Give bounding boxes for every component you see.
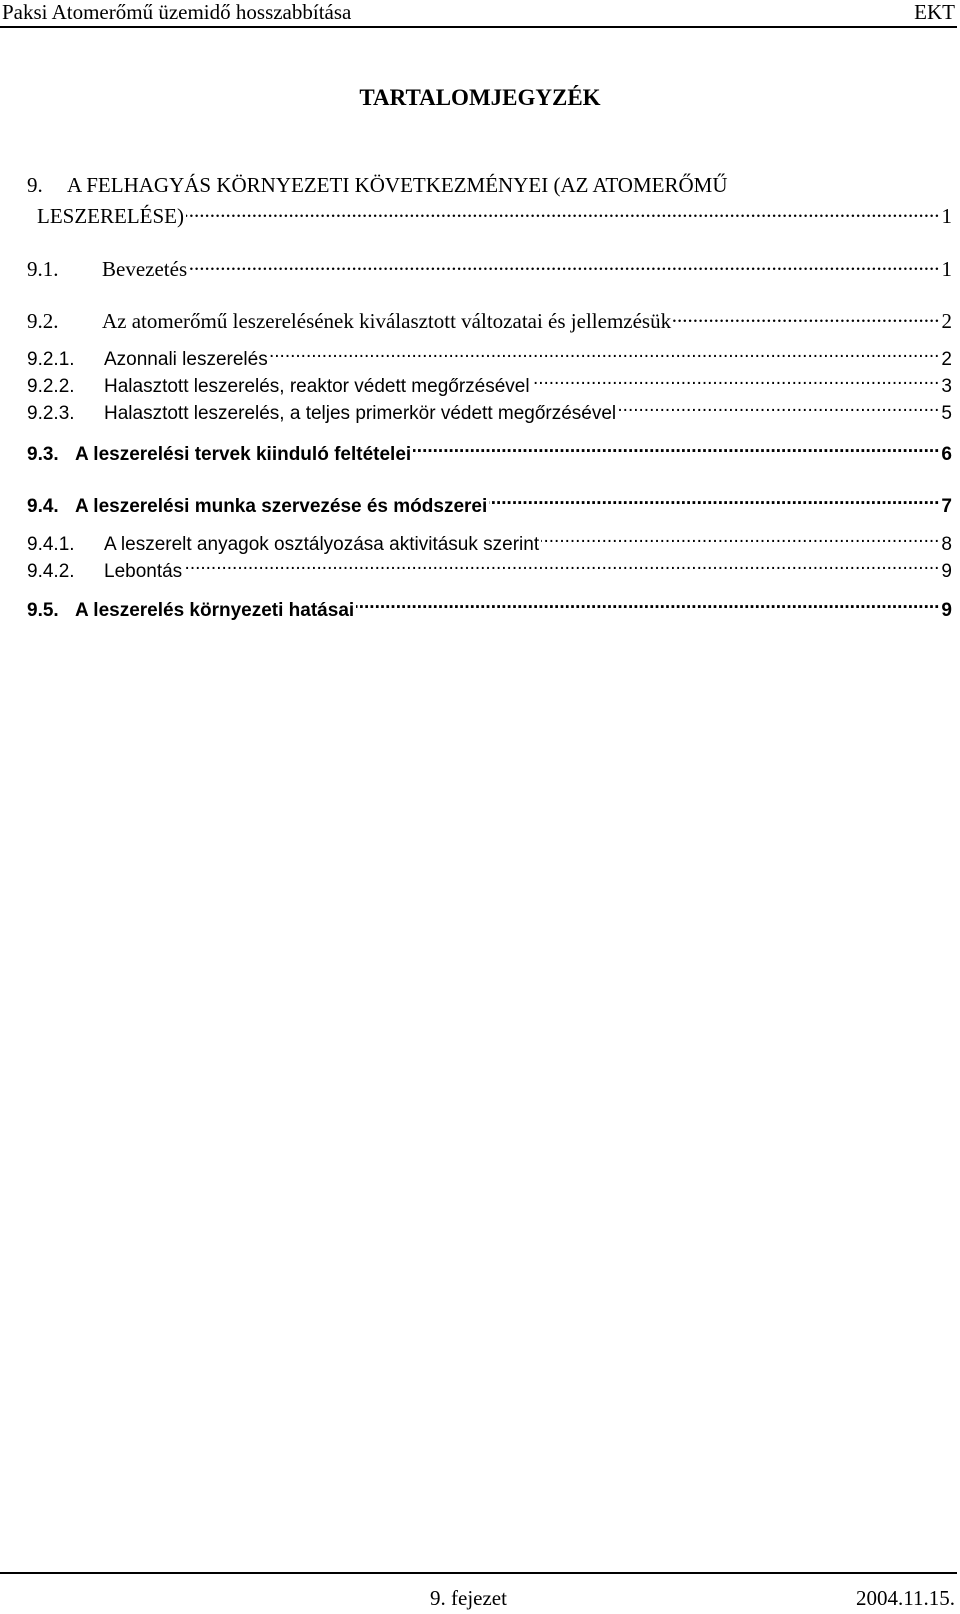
- toc-entry-title: A leszerelési tervek kiinduló feltételei: [75, 444, 412, 465]
- toc-entry-number: 9.4.: [27, 496, 59, 517]
- toc-entry-page: 8: [941, 534, 952, 555]
- toc-entry-9-2-3[interactable]: [27, 400, 952, 426]
- toc-leader-dots: [270, 346, 940, 365]
- toc-entry-page: 2: [941, 349, 952, 370]
- toc-entry-title: Lebontás: [104, 561, 183, 582]
- toc-leader-dots: [189, 255, 939, 276]
- toc-entry-title: Halasztott leszerelés, a teljes primerkör védett megőrzésével: [104, 403, 617, 424]
- toc-entry-number: 9.2.3.: [27, 403, 75, 424]
- toc-entry-9-4-1[interactable]: [27, 531, 952, 557]
- toc-entry-title: Bevezetés: [102, 257, 188, 281]
- toc-entry-9-2[interactable]: [27, 307, 952, 333]
- toc-entry-page: 3: [941, 376, 952, 397]
- toc-entry-chapter[interactable]: [37, 202, 952, 228]
- toc-entry-page: 2: [941, 309, 952, 333]
- toc-entry-title-line1: A FELHAGYÁS KÖRNYEZETI KÖVETKEZMÉNYEI (AZ ATOMERŐMŰ: [67, 173, 728, 197]
- toc-entry-9-3[interactable]: [27, 441, 952, 467]
- toc-leader-dots: [489, 493, 939, 512]
- toc-entry-9-4[interactable]: [27, 493, 952, 519]
- toc-leader-dots: [413, 441, 939, 460]
- toc-leader-dots: [618, 400, 939, 419]
- toc-entry-title: A leszerelt anyagok osztályozása aktivitásuk szerint: [104, 534, 540, 555]
- toc-leader-dots: [356, 597, 939, 616]
- page-footer: [0, 1572, 957, 1614]
- toc-entry-number: 9.2.2.: [27, 376, 75, 397]
- toc-entry-page: 7: [941, 496, 952, 517]
- toc-entry-title: A leszerelési munka szervezése és módszerei: [75, 496, 488, 517]
- toc-entry-page: 5: [941, 403, 952, 424]
- toc-leader-dots: [184, 558, 939, 577]
- toc-entry-page: 6: [941, 444, 952, 465]
- toc-entry-title: Halasztott leszerelés, reaktor védett megőrzésével: [104, 376, 530, 397]
- toc-entry-chapter-line1[interactable]: [27, 172, 728, 198]
- toc-entry-9-1[interactable]: [27, 255, 952, 281]
- toc-leader-dots: [541, 531, 939, 550]
- toc-entry-number: 9.5.: [27, 600, 59, 621]
- footer-date: 2004.11.15.: [856, 1586, 955, 1610]
- toc-entry-9-4-2[interactable]: [27, 558, 952, 584]
- toc-entry-page: 1: [941, 204, 952, 228]
- toc-entry-page: 9: [941, 561, 952, 582]
- toc-entry-title: LESZERELÉSE): [37, 204, 184, 228]
- toc-entry-number: 9.4.2.: [27, 561, 75, 582]
- toc-entry-number: 9.2.1.: [27, 349, 75, 370]
- header-organization: EKT: [914, 0, 955, 24]
- toc-entry-page: 9: [941, 600, 952, 621]
- toc-entry-number: 9.2.: [27, 309, 59, 333]
- footer-chapter: 9. fejezet: [430, 1586, 507, 1610]
- toc-entry-title: A leszerelés környezeti hatásai: [75, 600, 355, 621]
- toc-entry-9-2-1[interactable]: [27, 346, 952, 372]
- toc-entry-title: Az atomerőmű leszerelésének kiválasztott változatai és jellemzésük: [102, 309, 672, 333]
- toc-entry-number: 9.3.: [27, 444, 59, 465]
- toc-title: TARTALOMJEGYZÉK: [359, 85, 601, 110]
- toc-entry-number: 9.: [27, 173, 43, 197]
- toc-entry-page: 1: [941, 257, 952, 281]
- toc-leader-dots: [673, 307, 939, 328]
- toc-entry-number: 9.1.: [27, 257, 59, 281]
- header-document-title: Paksi Atomerőmű üzemidő hosszabbítása: [2, 0, 352, 24]
- toc-leader-dots: [532, 373, 940, 392]
- toc-entry-9-2-2[interactable]: [27, 373, 952, 399]
- toc-leader-dots: [186, 202, 940, 223]
- toc-entry-number: 9.4.1.: [27, 534, 75, 555]
- toc-entry-9-5[interactable]: [27, 597, 952, 623]
- page-header: [0, 0, 957, 28]
- toc-entry-title: Azonnali leszerelés: [104, 349, 268, 370]
